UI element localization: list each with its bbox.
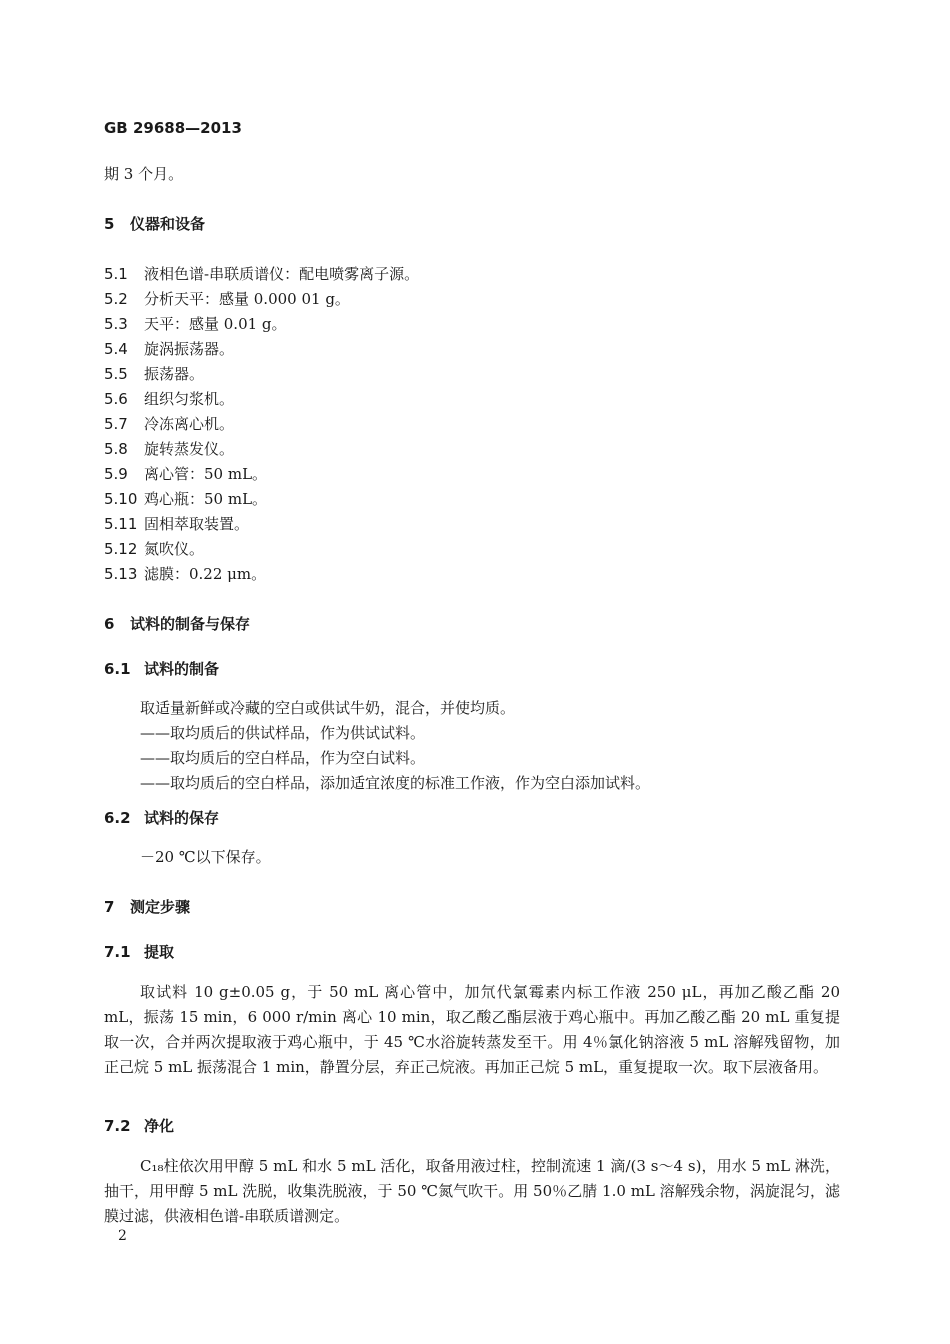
subsection-title: 净化 (144, 1117, 175, 1135)
list-item (104, 463, 267, 484)
item-text: 液相色谱-串联质谱仪：配电喷雾离子源。 (144, 265, 420, 283)
subsection-7-1-heading (104, 941, 174, 962)
list-item (104, 563, 266, 584)
paragraph: －20 ℃以下保存。 (140, 848, 271, 866)
section-number: 7 (104, 898, 115, 916)
item-text: 振荡器。 (144, 365, 205, 383)
section-title: 仪器和设备 (130, 215, 206, 233)
list-item (104, 288, 350, 309)
subsection-number: 6.2 (104, 809, 131, 827)
subsection-6-2-heading (104, 807, 219, 828)
page-number: 2 (118, 1228, 127, 1244)
item-text: 滤膜：0.22 μm。 (144, 565, 267, 583)
item-number: 5.1 (104, 265, 128, 283)
subsection-number: 7.2 (104, 1117, 131, 1135)
item-text: 旋涡振荡器。 (144, 340, 235, 358)
item-number: 5.12 (104, 540, 138, 558)
list-item (104, 513, 249, 534)
item-number: 5.7 (104, 415, 128, 433)
subsection-title: 试料的制备 (144, 660, 220, 678)
item-number: 5.13 (104, 565, 138, 583)
paragraph: C₁₈柱依次用甲醇 5 mL 和水 5 mL 活化，取备用液过柱，控制流速 1 滴/(3 s～4 s)，用水 5 mL 淋洗，抽干，用甲醇 5 mL 洗脱，收集洗脱液，于 50 ℃氮气吹干。用 50％乙腈 1.0 mL 溶解残余物，涡旋混匀，滤膜过滤，供液相色谱-串联质谱测定。 (104, 1157, 840, 1225)
item-text: 旋转蒸发仪。 (144, 440, 235, 458)
item-text: 固相萃取装置。 (144, 515, 250, 533)
section-number: 6 (104, 615, 115, 633)
item-number: 5.5 (104, 365, 128, 383)
section-5-heading (104, 213, 205, 234)
item-text: 氮吹仪。 (144, 540, 205, 558)
subsection-title: 提取 (144, 943, 175, 961)
subsection-number: 7.1 (104, 943, 131, 961)
item-text: 冷冻离心机。 (144, 415, 235, 433)
item-text: 鸡心瓶：50 mL。 (144, 490, 268, 508)
dash-list-item: ——取均质后的供试样品，作为供试试料。 (140, 724, 426, 742)
dash-list-item: ——取均质后的空白样品，添加适宜浓度的标准工作液，作为空白添加试料。 (140, 774, 651, 792)
list-item (104, 488, 267, 509)
item-text: 天平：感量 0.01 g。 (144, 315, 287, 333)
paragraph: 取适量新鲜或冷藏的空白或供试牛奶，混合，并使均质。 (140, 699, 516, 717)
item-number: 5.10 (104, 490, 138, 508)
subsection-6-1-heading (104, 658, 219, 679)
section-title: 测定步骤 (130, 898, 191, 916)
subsection-number: 6.1 (104, 660, 131, 678)
subsection-title: 试料的保存 (144, 809, 220, 827)
item-text: 离心管：50 mL。 (144, 465, 268, 483)
section-7-heading (104, 896, 190, 917)
list-item (104, 438, 234, 459)
item-number: 5.4 (104, 340, 128, 358)
item-number: 5.9 (104, 465, 128, 483)
list-item (104, 263, 419, 284)
list-item (104, 338, 234, 359)
subsection-7-2-heading (104, 1115, 174, 1136)
item-text: 组织匀浆机。 (144, 390, 235, 408)
item-number: 5.3 (104, 315, 128, 333)
paragraph: 取试料 10 g±0.05 g，于 50 mL 离心管中，加氘代氯霉素内标工作液 250 μL，再加乙酸乙酯 20 mL，振荡 15 min，6 000 r/min 离心 10 min，取乙酸乙酯层液于鸡心瓶中。再加乙酸乙酯 20 mL 重复提取一次，合并两次提取液于鸡心瓶中，于 45 ℃水浴旋转蒸发至干。用 4％氯化钠溶液 5 mL 溶解残留物，加正己烷 5 mL 振荡混合 1 min，静置分层，弃正己烷液。再加正己烷 5 mL，重复提取一次。取下层液备用。 (104, 983, 840, 1076)
dash-list-item: ——取均质后的空白样品，作为空白试料。 (140, 749, 426, 767)
item-number: 5.2 (104, 290, 128, 308)
item-text: 分析天平：感量 0.000 01 g。 (144, 290, 350, 308)
section-number: 5 (104, 215, 115, 233)
item-number: 5.11 (104, 515, 138, 533)
section-title: 试料的制备与保存 (130, 615, 251, 633)
standard-code: GB 29688—2013 (104, 119, 242, 137)
item-number: 5.6 (104, 390, 128, 408)
list-item (104, 313, 287, 334)
list-item (104, 538, 204, 559)
list-item (104, 388, 234, 409)
continuation-text: 期 3 个月。 (104, 165, 184, 183)
list-item (104, 413, 234, 434)
section-6-heading (104, 613, 250, 634)
list-item (104, 363, 204, 384)
item-number: 5.8 (104, 440, 128, 458)
